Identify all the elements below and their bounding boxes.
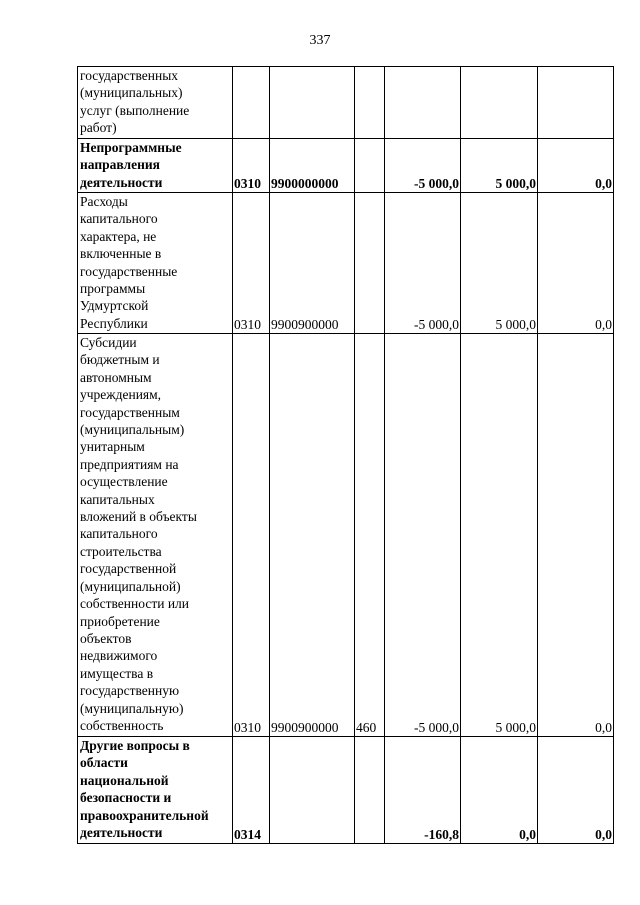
row-name-cell: Другие вопросы в области национальной безопасности и правоохранительной деятельности [78, 737, 233, 844]
row-name-cell: Расходы капитального характера, не включенные в государственные программы Удмуртской Республики [78, 193, 233, 334]
row-name-cell: Субсидии бюджетным и автономным учреждениям, государственным (муниципальным) унитарным предприятиям на осуществление капитальных вложений в объекты капитального строительства государственной (муниципальной) собственности или приобретение объектов недвижимого имущества в государственную (муниципальную) собственность [78, 334, 233, 737]
page-number: 337 [309, 33, 331, 48]
table-row-continuation [78, 67, 614, 139]
row-name-cell: государственных (муниципальных) услуг (выполнение работ) [78, 67, 233, 139]
target-article-cell: 9900900000 [270, 193, 355, 334]
section-code-cell: 0310 [233, 139, 270, 193]
table-row-subsidies [78, 334, 614, 737]
amount-third-cell: 0,0 [538, 139, 614, 193]
amount-third-cell: 0,0 [538, 334, 614, 737]
target-article-cell [270, 67, 355, 139]
section-code-cell [233, 67, 270, 139]
amount-second-cell: 5 000,0 [461, 334, 538, 737]
amount-second-cell: 0,0 [461, 737, 538, 844]
section-code-cell: 0314 [233, 737, 270, 844]
amount-change-cell [385, 67, 461, 139]
target-article-cell: 9900900000 [270, 334, 355, 737]
amount-third-cell: 0,0 [538, 193, 614, 334]
table-row-capital-expenses [78, 193, 614, 334]
amount-change-cell: -5 000,0 [385, 139, 461, 193]
target-article-cell [270, 737, 355, 844]
section-code-cell: 0310 [233, 193, 270, 334]
amount-second-cell [461, 67, 538, 139]
amount-third-cell [538, 67, 614, 139]
target-article-cell: 9900000000 [270, 139, 355, 193]
table-row-nonprogram [78, 139, 614, 193]
amount-change-cell: -5 000,0 [385, 334, 461, 737]
section-code-cell: 0310 [233, 334, 270, 737]
expense-kind-cell: 460 [355, 334, 385, 737]
table-row-other-security [78, 737, 614, 844]
amount-change-cell: -160,8 [385, 737, 461, 844]
amount-change-cell: -5 000,0 [385, 193, 461, 334]
row-name-cell: Непрограммные направления деятельности [78, 139, 233, 193]
expense-kind-cell [355, 139, 385, 193]
expense-kind-cell [355, 737, 385, 844]
expense-kind-cell [355, 193, 385, 334]
amount-second-cell: 5 000,0 [461, 139, 538, 193]
budget-table [77, 66, 614, 844]
amount-third-cell: 0,0 [538, 737, 614, 844]
amount-second-cell: 5 000,0 [461, 193, 538, 334]
expense-kind-cell [355, 67, 385, 139]
